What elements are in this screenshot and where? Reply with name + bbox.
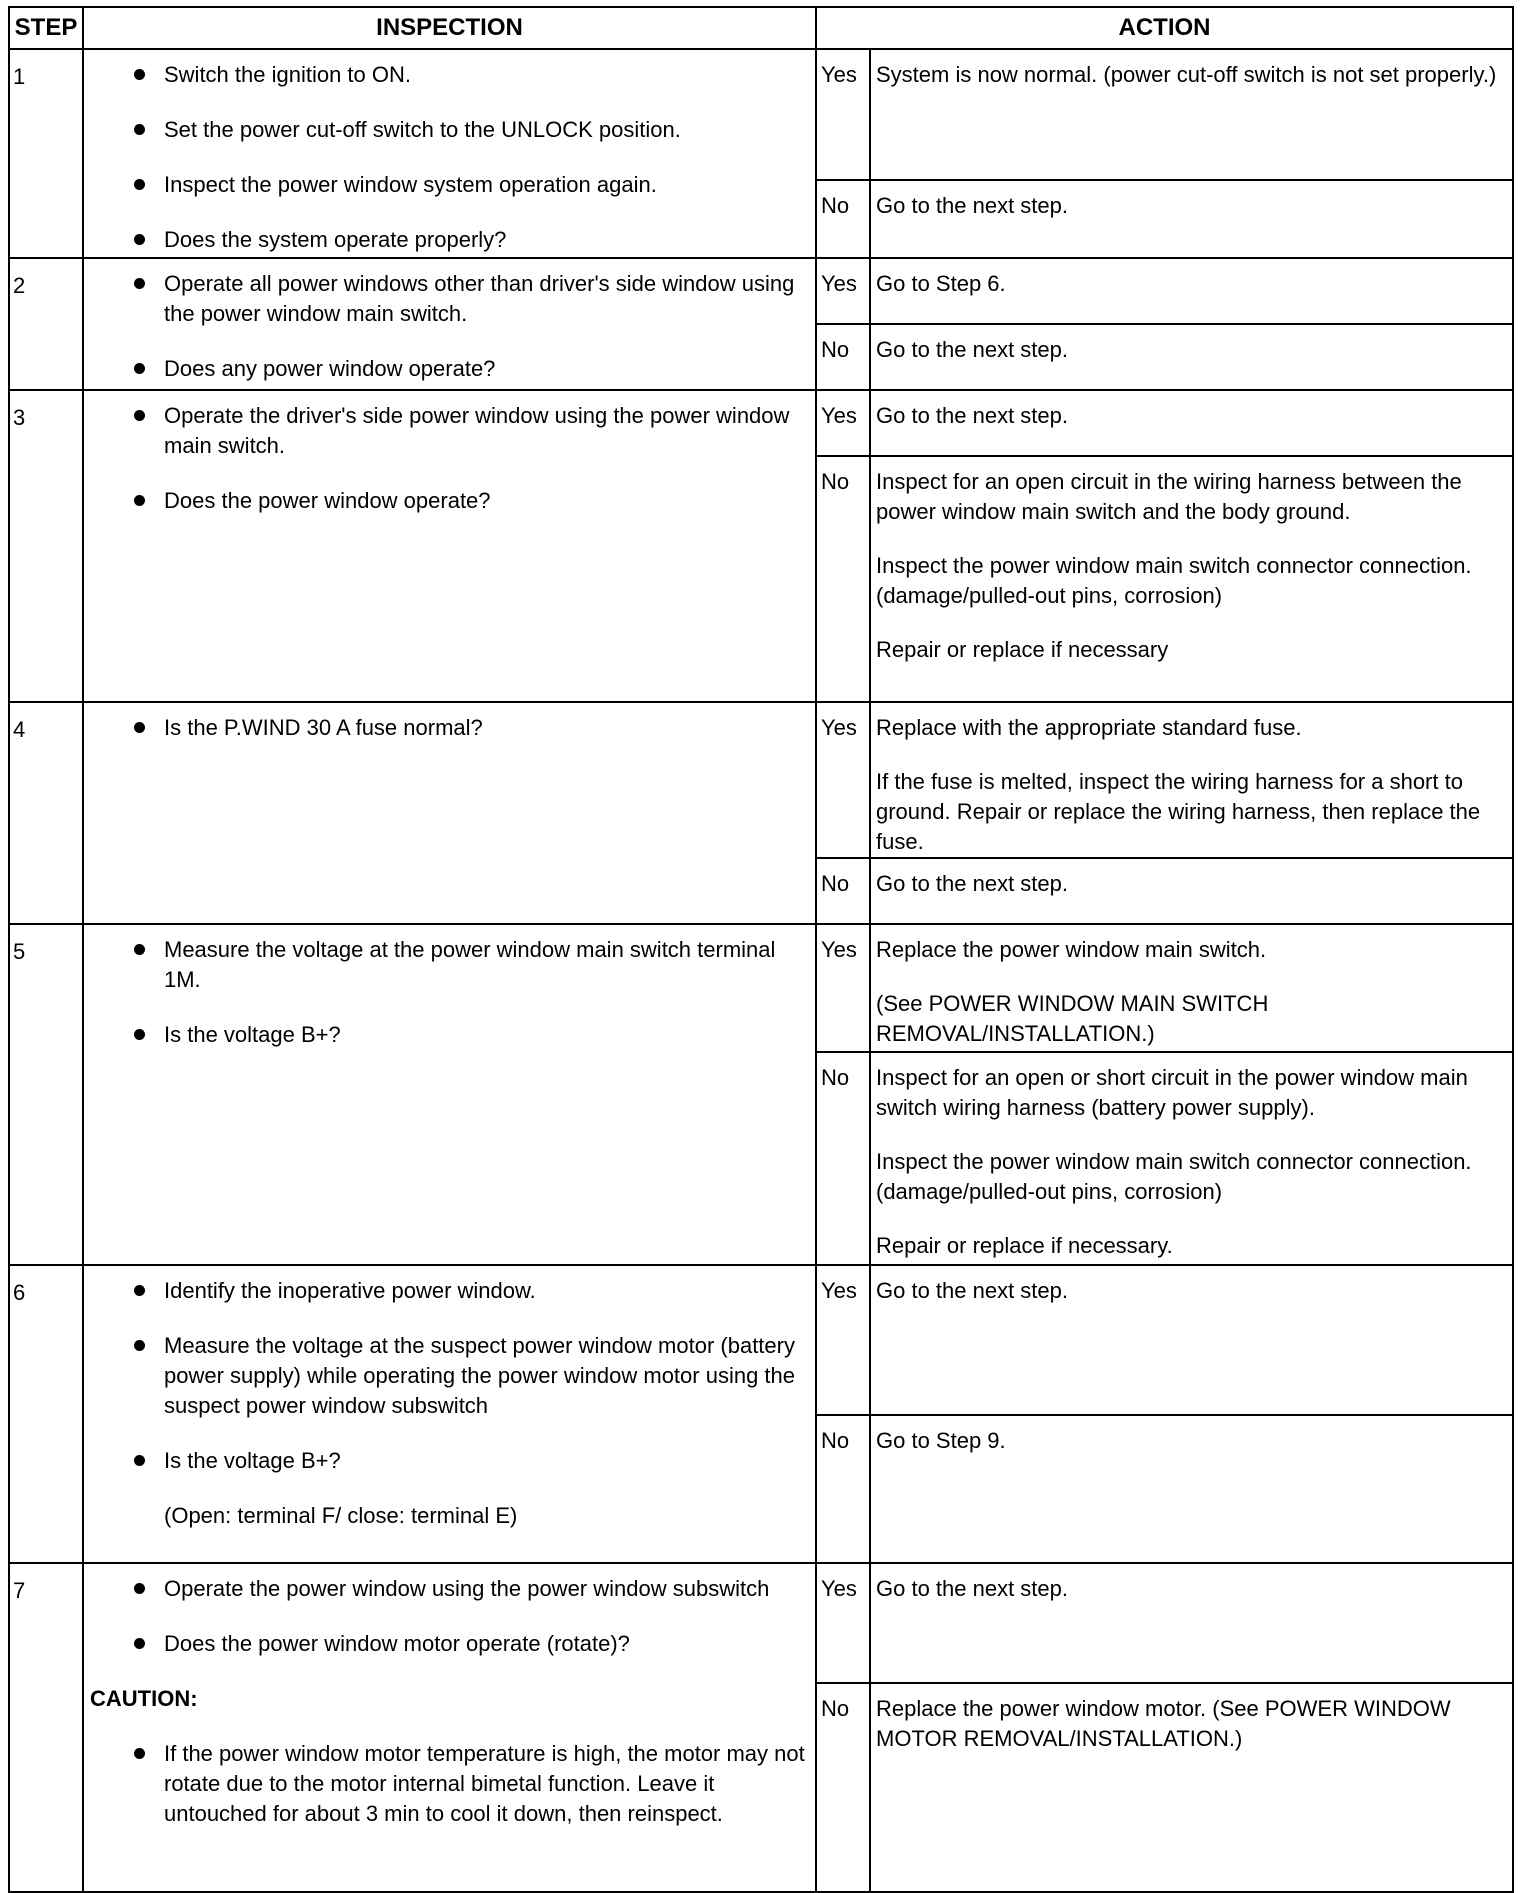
no-action xyxy=(870,1415,1513,1563)
action-text: Go to the next step. xyxy=(876,1278,1069,1303)
action-text: Repair or replace if necessary xyxy=(876,637,1169,662)
troubleshooting-table xyxy=(8,6,1514,1893)
no-action xyxy=(870,456,1513,702)
inspection-bullet: Identify the inoperative power window. xyxy=(84,1276,805,1306)
inspection-bullet: Is the voltage B+? xyxy=(84,1020,805,1050)
step-number: 5 xyxy=(9,924,83,1265)
action-text: Replace with the appropriate standard fuse. xyxy=(876,715,1302,740)
action-text: Inspect the power window main switch connector connection. (damage/pulled-out pins, corrosion) xyxy=(876,1149,1472,1204)
no-action xyxy=(870,1683,1513,1892)
header-step: STEP xyxy=(9,7,83,49)
step-row-1-yes xyxy=(9,49,1513,180)
action-text: If the fuse is melted, inspect the wiring harness for a short to ground. Repair or replace the wiring harness, then replace the fuse. xyxy=(876,769,1481,854)
action-text: System is now normal. (power cut-off switch is not set properly.) xyxy=(876,62,1497,87)
action-text: Go to the next step. xyxy=(876,337,1069,362)
no-label: No xyxy=(816,180,870,258)
step-row-2-yes xyxy=(9,258,1513,324)
action-text: Repair or replace if necessary. xyxy=(876,1233,1173,1258)
step-number: 3 xyxy=(9,390,83,702)
caution-heading: CAUTION: xyxy=(90,1686,198,1711)
no-action xyxy=(870,180,1513,258)
no-label: No xyxy=(816,1415,870,1563)
inspection-cell xyxy=(83,924,816,1265)
inspection-bullet: Operate all power windows other than driver's side window using the power window main switch. xyxy=(84,269,805,329)
inspection-note: (Open: terminal F/ close: terminal E) xyxy=(164,1503,518,1528)
inspection-cell xyxy=(83,390,816,702)
step-row-4-yes xyxy=(9,702,1513,858)
inspection-bullet: Measure the voltage at the power window main switch terminal 1M. xyxy=(84,935,805,995)
step-number: 2 xyxy=(9,258,83,390)
yes-action xyxy=(870,702,1513,858)
no-label: No xyxy=(816,324,870,390)
yes-label: Yes xyxy=(816,49,870,180)
no-action xyxy=(870,858,1513,924)
step-number: 6 xyxy=(9,1265,83,1563)
yes-label: Yes xyxy=(816,258,870,324)
action-text: Go to the next step. xyxy=(876,403,1069,428)
inspection-bullet: Set the power cut-off switch to the UNLOCK position. xyxy=(84,115,805,145)
yes-action xyxy=(870,49,1513,180)
yes-action xyxy=(870,924,1513,1052)
caution-bullet: If the power window motor temperature is high, the motor may not rotate due to the motor internal bimetal function. Leave it untouched for about 3 min to cool it down, then reinspect. xyxy=(84,1739,805,1829)
inspection-cell xyxy=(83,258,816,390)
inspection-bullet: Operate the power window using the power window subswitch xyxy=(84,1574,805,1604)
no-label: No xyxy=(816,456,870,702)
step-row-3-yes xyxy=(9,390,1513,456)
header-row xyxy=(9,7,1513,49)
step-row-6-yes xyxy=(9,1265,1513,1415)
step-number: 7 xyxy=(9,1563,83,1892)
inspection-cell xyxy=(83,1265,816,1563)
action-text: (See POWER WINDOW MAIN SWITCH REMOVAL/INSTALLATION.) xyxy=(876,991,1269,1046)
action-text: Inspect for an open or short circuit in the power window main switch wiring harness (battery power supply). xyxy=(876,1065,1468,1120)
inspection-bullet: Measure the voltage at the suspect power window motor (battery power supply) while operating the power window motor using the suspect power window subswitch xyxy=(84,1331,805,1421)
step-row-5-yes xyxy=(9,924,1513,1052)
action-text: Inspect for an open circuit in the wiring harness between the power window main switch and the body ground. xyxy=(876,469,1462,524)
step-number: 1 xyxy=(9,49,83,258)
action-text: Replace the power window motor. (See POWER WINDOW MOTOR REMOVAL/INSTALLATION.) xyxy=(876,1696,1451,1751)
inspection-cell xyxy=(83,1563,816,1892)
inspection-cell xyxy=(83,702,816,924)
header-action: ACTION xyxy=(816,7,1513,49)
step-row-7-yes xyxy=(9,1563,1513,1683)
inspection-bullet: Operate the driver's side power window using the power window main switch. xyxy=(84,401,805,461)
no-action xyxy=(870,324,1513,390)
action-text: Go to Step 6. xyxy=(876,271,1006,296)
action-text: Inspect the power window main switch connector connection. (damage/pulled-out pins, corrosion) xyxy=(876,553,1472,608)
yes-label: Yes xyxy=(816,1563,870,1683)
yes-label: Yes xyxy=(816,924,870,1052)
inspection-bullet: Does any power window operate? xyxy=(84,354,805,384)
yes-label: Yes xyxy=(816,1265,870,1415)
action-text: Go to Step 9. xyxy=(876,1428,1006,1453)
inspection-bullet: Switch the ignition to ON. xyxy=(84,60,805,90)
action-text: Go to the next step. xyxy=(876,193,1069,218)
yes-action xyxy=(870,1265,1513,1415)
inspection-bullet: Is the P.WIND 30 A fuse normal? xyxy=(84,713,805,743)
inspection-bullet: Does the power window operate? xyxy=(84,486,805,516)
no-action xyxy=(870,1052,1513,1265)
inspection-bullet: Does the power window motor operate (rotate)? xyxy=(84,1629,805,1659)
yes-label: Yes xyxy=(816,390,870,456)
no-label: No xyxy=(816,1052,870,1265)
inspection-cell xyxy=(83,49,816,258)
yes-action xyxy=(870,390,1513,456)
yes-action xyxy=(870,258,1513,324)
inspection-bullet: Is the voltage B+? xyxy=(84,1446,805,1476)
header-inspection: INSPECTION xyxy=(83,7,816,49)
yes-action xyxy=(870,1563,1513,1683)
action-text: Go to the next step. xyxy=(876,1576,1069,1601)
action-text: Replace the power window main switch. xyxy=(876,937,1267,962)
yes-label: Yes xyxy=(816,702,870,858)
inspection-bullet: Inspect the power window system operation again. xyxy=(84,170,805,200)
inspection-bullet: Does the system operate properly? xyxy=(84,225,805,255)
no-label: No xyxy=(816,858,870,924)
action-text: Go to the next step. xyxy=(876,871,1069,896)
step-number: 4 xyxy=(9,702,83,924)
no-label: No xyxy=(816,1683,870,1892)
troubleshooting-document xyxy=(8,6,1512,1832)
